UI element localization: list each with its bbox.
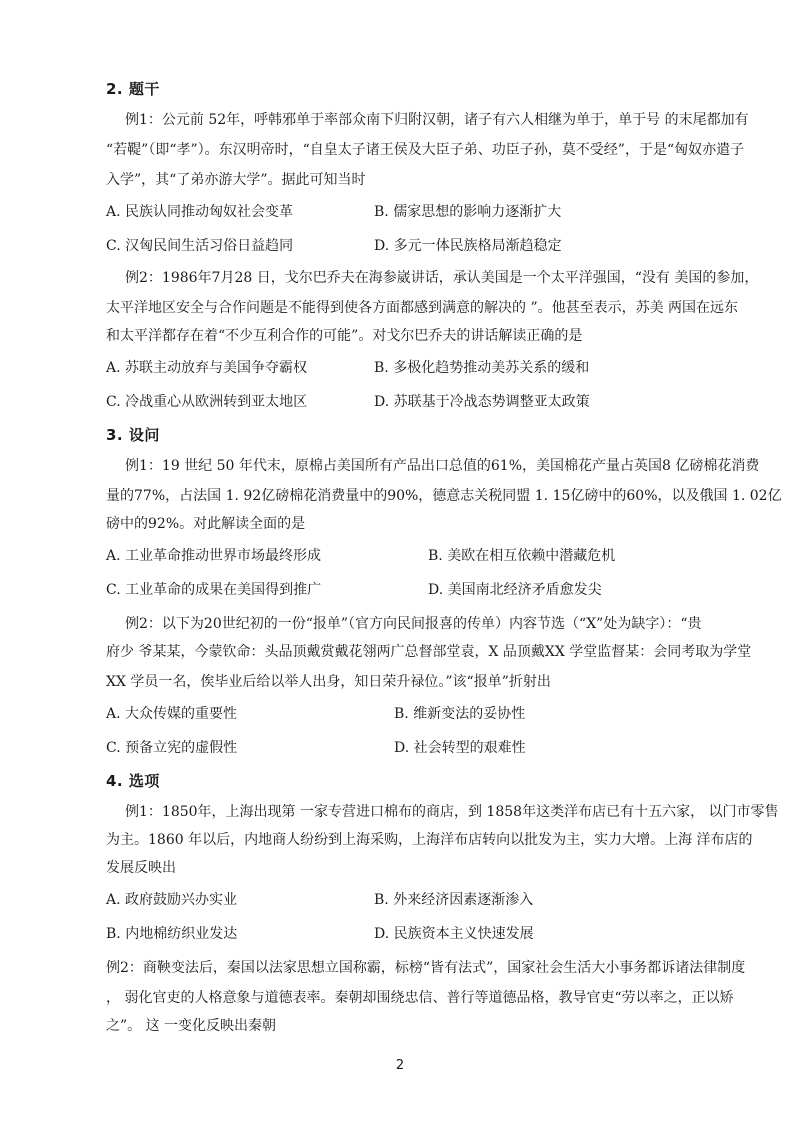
ex3-1-line-1: 例1：19 世纪 50 年代末，原棉占美国所有产品出口总值的61%，美国棉花产量占英国8 亿磅棉花消费: [125, 458, 760, 474]
option-b: B. 维新变法的妥协性: [394, 706, 526, 722]
section-heading-stem: 2. 题干: [106, 80, 160, 98]
ex4-2-line-2: ， 弱化官吏的人格意象与道德表率。秦朝却围绕忠信、普行等道德品格，教导官吏“劳以率之，正以矫: [106, 990, 734, 1006]
option-d: D. 社会转型的艰难性: [394, 740, 526, 756]
option-a: A. 民族认同推动匈奴社会变革: [106, 204, 294, 220]
option-b: B. 外来经济因素逐渐渗入: [374, 892, 534, 908]
option-c: C. 工业革命的成果在美国得到推广: [106, 582, 322, 598]
ex2-2-line-3: 和太平洋都存在着“不少互利合作的可能”。对戈尔巴乔夫的讲话解读正确的是: [106, 328, 583, 344]
option-c: C. 汉匈民间生活习俗日益趋同: [106, 238, 294, 254]
option-c: C. 冷战重心从欧洲转到亚太地区: [106, 394, 308, 410]
option-d: D. 苏联基于冷战态势调整亚太政策: [374, 394, 590, 410]
ex2-2-line-1: 例2：1986年7月28 日，戈尔巴乔夫在海参崴讲话，承认美国是一个太平洋强国，“没有 美国的参加，: [125, 270, 759, 286]
ex3-1-line-3: 磅中的92%。对此解读全面的是: [106, 516, 306, 532]
option-d: D. 民族资本主义快速发展: [374, 926, 534, 942]
option-c: B. 内地棉纺织业发达: [106, 926, 238, 942]
option-c: C. 预备立宪的虚假性: [106, 740, 238, 756]
option-d: D. 美国南北经济矛盾愈发尖: [428, 582, 602, 598]
ex3-2-line-1: 例2：以下为20世纪初的一份“报单”（官方向民间报喜的传单）内容节选（“X”处为缺字）：“贵: [125, 616, 702, 632]
ex4-1-line-2: 为主。1860 年以后，内地商人纷纷到上海采购，上海洋布店转向以批发为主，实力大增。上海 洋布店的: [106, 832, 753, 848]
option-d: D. 多元一体民族格局渐趋稳定: [374, 238, 562, 254]
ex4-2-line-1: 例2：商鞅变法后，秦国以法家思想立国称霸，标榜“皆有法式”，国家社会生活大小事务都诉诸法律制度: [106, 960, 746, 976]
option-a: A. 大众传媒的重要性: [106, 706, 238, 722]
section-heading-options: 4. 选项: [106, 772, 160, 790]
ex3-1-line-2: 量的77%，占法国 1. 92亿磅棉花消费量中的90%，德意志关税同盟 1. 15亿磅中的60%，以及俄国 1. 02亿: [106, 488, 782, 504]
option-a: A. 苏联主动放弃与美国争夺霸权: [106, 360, 308, 376]
option-a: A. 工业革命推动世界市场最终形成: [106, 548, 322, 564]
ex2-1-line-3: 入学”，其“了弟亦游大学”。据此可知当时: [106, 172, 366, 188]
ex2-1-line-1: 例1：公元前 52年，呼韩邪单于率部众南下归附汉朝，诸子有六人相继为单于，单于号 的末尾都加有: [125, 112, 749, 128]
option-b: B. 多极化趋势推动美苏关系的缓和: [374, 360, 590, 376]
ex4-2-line-3: 之”。 这 一变化反映出秦朝: [106, 1018, 277, 1034]
ex2-2-line-2: 太平洋地区安全与合作问题是不能得到使各方面都感到满意的解决的 ”。他甚至表示，苏美 两国在远东: [106, 300, 739, 316]
option-a: A. 政府鼓励兴办实业: [106, 892, 238, 908]
ex2-1-line-2: “若鞮”（即“孝”）。东汉明帝时，“自皇太子诸王侯及大臣子弟、功臣子孙，莫不受经”，于是“匈奴亦遣子: [106, 142, 745, 158]
ex3-2-line-3: XX 学员一名，俟毕业后给以举人出身，知日荣升禄位。”该“报单”折射出: [106, 674, 551, 690]
section-heading-question: 3. 设问: [106, 426, 160, 444]
page-number: 2: [395, 1058, 405, 1073]
ex4-1-line-3: 发展反映出: [106, 860, 176, 876]
ex4-1-line-1: 例1：1850年，上海出现第 一家专营进口棉布的商店，到 1858年这类洋布店已有十五六家， 以门市零售: [125, 804, 779, 820]
option-b: B. 美欧在相互依赖中潜藏危机: [428, 548, 616, 564]
ex3-2-line-2: 府少 爷某某，今蒙钦命：头品顶戴赏戴花翎两广总督部堂袁，X 品顶戴XX 学堂监督某：会同考取为学堂: [106, 644, 752, 660]
option-b: B. 儒家思想的影响力逐渐扩大: [374, 204, 562, 220]
